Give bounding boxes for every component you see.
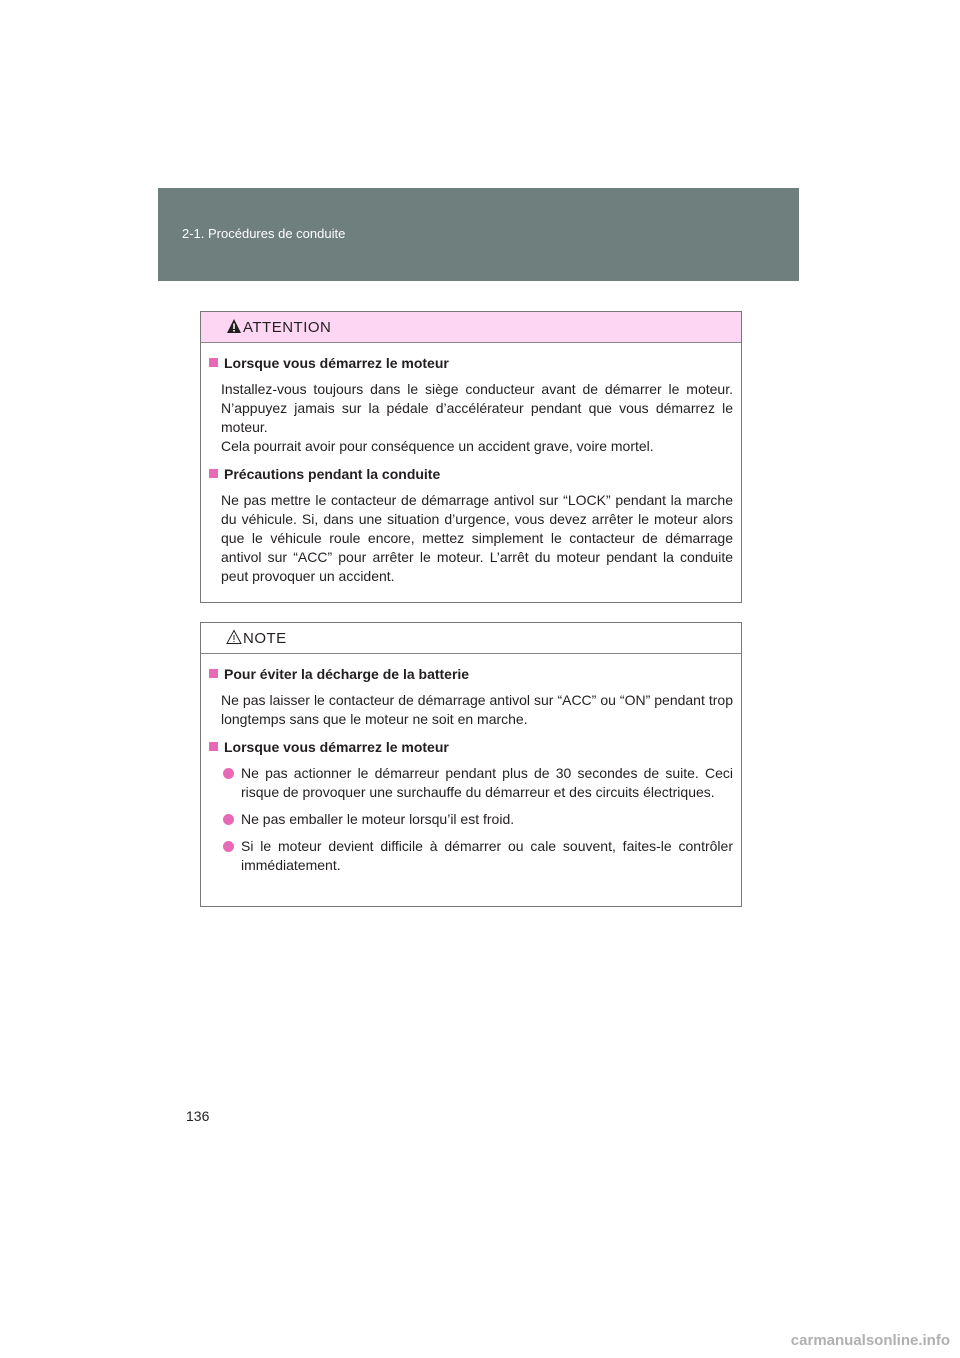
attention-paragraph: Ne pas mettre le contacteur de démarrage antivol sur “LOCK” pendant la marche du véhicule. Si, dans une situation d’urgence, vous devez arrêter le moteur alors que le véhicule roule encore, mettez simplement le contacteur de démarrage antivol sur “ACC” pour arrêter le moteur. L’arrêt du moteur pendant la conduite peut provoquer un accident. bbox=[221, 492, 733, 584]
square-bullet-icon bbox=[209, 742, 218, 751]
attention-title: ATTENTION bbox=[243, 319, 332, 336]
list-item: Si le moteur devient difficile à démarrer ou cale souvent, faites-le contrôler immédiatement. bbox=[209, 837, 733, 875]
square-bullet-icon bbox=[209, 669, 218, 678]
note-section-title: Lorsque vous démarrez le moteur bbox=[209, 737, 733, 757]
attention-paragraph: Installez-vous toujours dans le siège conducteur avant de démarrer le moteur. N’appuyez jamais sur la pédale d’accélérateur pendant que vous démarrez le moteur. bbox=[221, 381, 733, 435]
square-bullet-icon bbox=[209, 469, 218, 478]
note-section-title: Pour éviter la décharge de la batterie bbox=[209, 664, 733, 684]
chapter-header bbox=[158, 188, 799, 281]
section-title: 2-1. Procédures de conduite bbox=[182, 226, 346, 241]
round-bullet-icon bbox=[223, 768, 234, 779]
note-header bbox=[201, 623, 741, 654]
attention-section-title: Précautions pendant la conduite bbox=[209, 464, 733, 484]
note-title: NOTE bbox=[243, 630, 287, 647]
round-bullet-icon bbox=[223, 841, 234, 852]
attention-section-title: Lorsque vous démarrez le moteur bbox=[209, 353, 733, 373]
attention-paragraph: Cela pourrait avoir pour conséquence un accident grave, voire mortel. bbox=[221, 438, 654, 454]
list-item: Ne pas actionner le démarreur pendant plus de 30 secondes de suite. Ceci risque de provoquer une surchauffe du démarreur et des circuits électriques. bbox=[209, 764, 733, 802]
square-bullet-icon bbox=[209, 358, 218, 367]
warning-triangle-outline-icon bbox=[226, 629, 242, 645]
note-paragraph: Ne pas laisser le contacteur de démarrage antivol sur “ACC” ou “ON” pendant trop longtemps sans que le moteur ne soit en marche. bbox=[221, 692, 733, 727]
note-box bbox=[200, 622, 742, 907]
round-bullet-icon bbox=[223, 814, 234, 825]
list-item: Ne pas emballer le moteur lorsqu’il est froid. bbox=[209, 810, 733, 829]
page-number: 136 bbox=[186, 1108, 210, 1124]
attention-box bbox=[200, 311, 742, 603]
watermark: carmanualsonline.info bbox=[790, 1332, 950, 1349]
warning-triangle-filled-icon bbox=[226, 318, 242, 334]
attention-header bbox=[201, 312, 741, 343]
